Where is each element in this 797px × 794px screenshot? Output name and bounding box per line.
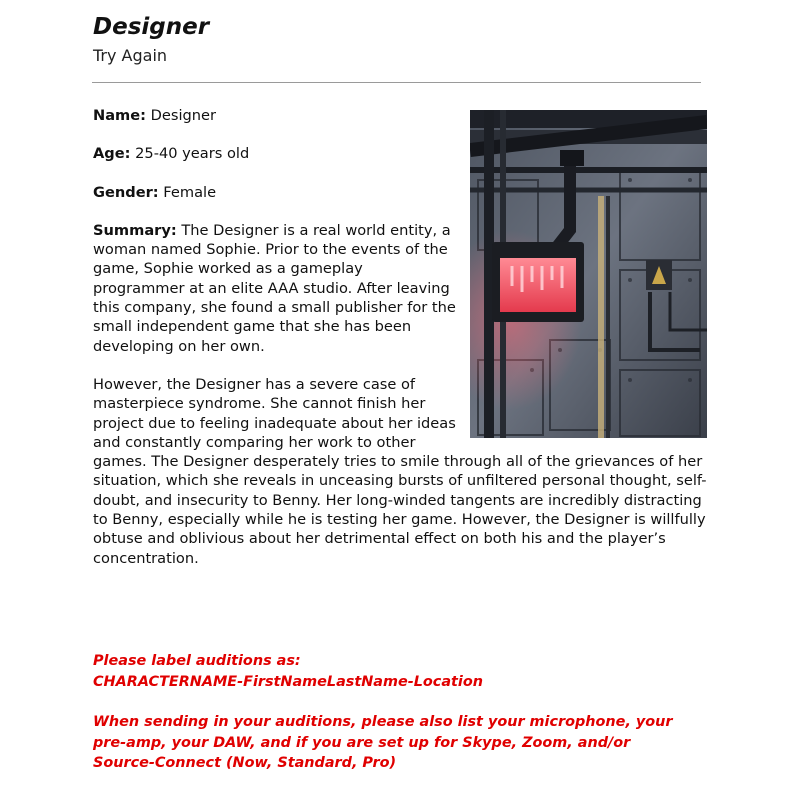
gender-value: Female [158,183,217,201]
name-label: Name: [93,107,147,124]
labeling-instructions [93,651,707,692]
summary-text: The Designer is a real world entity, a woman named Sophie. Prior to the events of the game, Sophie worked as a gameplay programmer at an elite AAA studio. After leaving this company, she found a small publisher for the small independent game that she has been developing on her own. [93,221,456,355]
summary-label: Summary: [93,221,177,239]
labeling-format: CHARACTERNAME-FirstNameLastName-Location [93,673,483,690]
audition-notes [93,651,707,794]
age-label: Age: [93,145,131,163]
game-subtitle: Try Again [93,46,168,65]
name-value: Designer [146,107,217,124]
character-profile [93,106,707,587]
industrial-monitor-image [470,110,707,438]
age-value: 25-40 years old [130,145,250,163]
equipment-line-3: Source-Connect (Now, Standard, Pro) [93,755,397,771]
character-illustration [470,110,707,438]
equipment-line-1: When sending in your auditions, please also list your microphone, your [93,714,673,730]
gender-label: Gender: [93,183,159,201]
equipment-instructions [93,712,707,774]
equipment-line-2: pre-amp, your DAW, and if you are set up for Skype, Zoom, and/or [93,734,631,751]
personality-paragraph: However, the Designer has a severe case of masterpiece syndrome. She cannot finish her project due to feeling inadequate about her ideas and constantly comparing her work to other games. The Designer desperately tries to smile through all of the grievances of her situation, which she reveals in unceasing bursts of unfiltered personal thought, self-doubt, and insecurity to Benny. Her long-winded tangents are incredibly distracting to Benny, especially while he is testing her game. However, the Designer is willfully obtuse and oblivious about her detrimental effect on both his and the player’s concentration. [93,375,707,567]
labeling-heading: Please label auditions as: [93,653,301,669]
character-title: Designer [93,14,210,40]
header-divider [92,82,701,83]
